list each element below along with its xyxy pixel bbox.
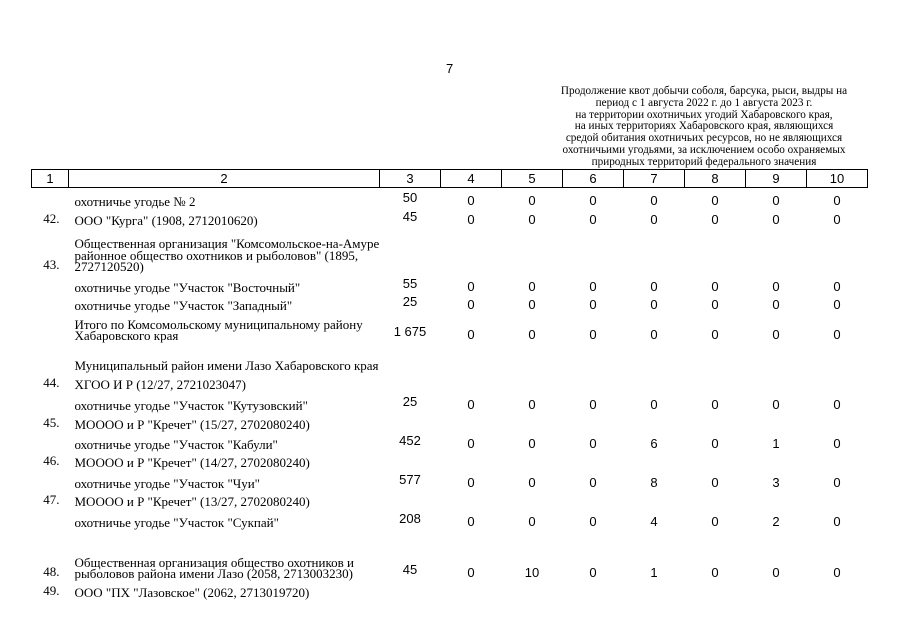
column-header: 2 xyxy=(69,170,380,188)
quota-value xyxy=(563,529,624,580)
quota-value xyxy=(502,469,563,490)
quota-value xyxy=(807,580,868,599)
quota-value xyxy=(624,451,685,469)
quota-value xyxy=(746,188,807,208)
quota-total-value: 45 xyxy=(402,208,418,224)
quota-value xyxy=(502,391,563,412)
quota-value-text: 0 xyxy=(467,296,475,312)
quota-value-text: 0 xyxy=(528,192,536,208)
quota-value xyxy=(563,188,624,208)
quota-total-value: 452 xyxy=(399,432,421,448)
quota-value xyxy=(685,391,746,412)
row-number: 44. xyxy=(43,374,60,390)
quota-value xyxy=(807,188,868,208)
quota-value xyxy=(624,342,685,372)
row-number: 49. xyxy=(43,582,60,598)
quota-value-text: 0 xyxy=(589,474,597,490)
quota-value xyxy=(624,412,685,431)
quota-total-value: 577 xyxy=(399,471,421,487)
quota-value xyxy=(685,529,746,580)
row-name: МОООО и Р "Кречет" (13/27, 2702080240) xyxy=(74,494,310,509)
quota-value xyxy=(502,508,563,529)
quota-value-text: 0 xyxy=(711,296,719,312)
row-number xyxy=(32,342,69,372)
quota-value-text: 0 xyxy=(528,435,536,451)
table-heading xyxy=(530,86,878,169)
quota-value-text: 0 xyxy=(711,435,719,451)
quota-value xyxy=(441,208,502,227)
quota-value xyxy=(441,372,502,391)
quota-value xyxy=(807,372,868,391)
quota-value-text: 0 xyxy=(589,278,597,294)
quota-total xyxy=(380,469,441,490)
quota-value-text: 0 xyxy=(589,435,597,451)
quota-value xyxy=(563,391,624,412)
quota-total xyxy=(380,312,441,342)
quota-value xyxy=(502,188,563,208)
quota-value xyxy=(441,412,502,431)
quota-value-text: 0 xyxy=(650,211,658,227)
column-header: 4 xyxy=(441,170,502,188)
row-number xyxy=(32,508,69,529)
quota-value xyxy=(441,294,502,312)
quota-total xyxy=(380,227,441,273)
quota-value xyxy=(563,208,624,227)
quota-value-text: 0 xyxy=(589,396,597,412)
table-row xyxy=(32,312,868,342)
row-number: 42. xyxy=(43,210,60,226)
quota-value xyxy=(807,412,868,431)
quota-value xyxy=(807,391,868,412)
row-name: ХГОО И Р (12/27, 2721023047) xyxy=(74,377,246,392)
quota-value xyxy=(746,490,807,508)
quota-value xyxy=(807,208,868,227)
quota-value xyxy=(624,391,685,412)
row-name: ООО "ПХ "Лазовское" (2062, 2713019720) xyxy=(74,585,310,600)
quota-value xyxy=(685,372,746,391)
quota-value xyxy=(441,451,502,469)
quota-value xyxy=(441,312,502,342)
quota-value xyxy=(624,580,685,599)
quota-value xyxy=(685,580,746,599)
quota-value xyxy=(685,508,746,529)
quota-value-text: 0 xyxy=(833,211,841,227)
quota-value xyxy=(685,431,746,451)
quota-value xyxy=(746,412,807,431)
row-number: 47. xyxy=(43,491,60,507)
quota-value-text: 0 xyxy=(833,192,841,208)
quota-value xyxy=(807,342,868,372)
quota-value xyxy=(746,431,807,451)
heading-line: на территории охотничьих угодий Хабаровского края, xyxy=(575,108,833,121)
quota-value-text: 0 xyxy=(589,211,597,227)
column-header: 6 xyxy=(563,170,624,188)
quota-value-text: 3 xyxy=(772,474,780,490)
quota-value-text: 4 xyxy=(650,513,658,529)
quota-total xyxy=(380,431,441,451)
quota-value xyxy=(563,431,624,451)
quota-value xyxy=(502,431,563,451)
column-header: 5 xyxy=(502,170,563,188)
page-number: 7 xyxy=(446,61,454,76)
quota-value-text: 0 xyxy=(833,474,841,490)
quota-value-text: 0 xyxy=(650,278,658,294)
quota-value-text: 0 xyxy=(528,296,536,312)
quota-value-text: 0 xyxy=(589,564,597,580)
column-header: 9 xyxy=(746,170,807,188)
quota-value-text: 0 xyxy=(528,513,536,529)
quota-value-text: 2 xyxy=(772,513,780,529)
heading-line: природных территорий федерального значения xyxy=(591,155,817,168)
row-name: охотничье угодье "Участок "Восточный" xyxy=(74,280,301,295)
column-header: 10 xyxy=(807,170,868,188)
quota-value-text: 0 xyxy=(589,192,597,208)
quota-value-text: 0 xyxy=(772,278,780,294)
row-name: МОООО и Р "Кречет" (14/27, 2702080240) xyxy=(74,455,310,470)
quota-value xyxy=(502,412,563,431)
quota-value xyxy=(746,273,807,294)
row-name: охотничье угодье "Участок "Кабули" xyxy=(74,437,278,452)
row-number: 46. xyxy=(43,452,60,468)
quota-value-text: 0 xyxy=(833,396,841,412)
quota-total-value: 208 xyxy=(399,510,421,526)
quota-value-text: 0 xyxy=(711,211,719,227)
quota-total xyxy=(380,372,441,391)
quota-value xyxy=(563,312,624,342)
quota-value xyxy=(441,391,502,412)
quota-value-text: 10 xyxy=(524,564,540,580)
quota-value xyxy=(685,469,746,490)
quota-total-value: 1 675 xyxy=(393,323,427,339)
row-name: Общественная организация "Комсомольское-на-Амуре районное общество охотников и рыболовов" (1895, 2727120520) xyxy=(74,236,380,274)
quota-value xyxy=(441,580,502,599)
quota-value-text: 0 xyxy=(467,211,475,227)
quota-total xyxy=(380,580,441,599)
quota-value xyxy=(563,342,624,372)
quota-value xyxy=(746,391,807,412)
quota-value-text: 1 xyxy=(650,564,658,580)
quota-value xyxy=(563,227,624,273)
quota-value xyxy=(685,490,746,508)
quota-value xyxy=(807,451,868,469)
quota-value xyxy=(685,412,746,431)
column-header: 8 xyxy=(685,170,746,188)
row-number: 48. xyxy=(43,563,60,579)
quota-value xyxy=(563,412,624,431)
quota-total xyxy=(380,451,441,469)
quota-value xyxy=(563,273,624,294)
quota-value xyxy=(685,188,746,208)
quota-value xyxy=(807,294,868,312)
heading-line: на иных территориях Хабаровского края, являющихся xyxy=(574,120,834,133)
quota-total-value: 25 xyxy=(402,293,418,309)
heading-line: Продолжение квот добычи соболя, барсука, рыси, выдры на xyxy=(560,85,848,97)
table-row xyxy=(32,431,868,451)
quota-value-text: 0 xyxy=(833,564,841,580)
row-number: 45. xyxy=(43,414,60,430)
quota-value-text: 0 xyxy=(589,296,597,312)
row-number xyxy=(32,188,69,208)
quota-value xyxy=(563,508,624,529)
row-number xyxy=(32,391,69,412)
table-row xyxy=(32,208,868,227)
quota-value-text: 0 xyxy=(772,396,780,412)
table-row xyxy=(32,469,868,490)
row-name: охотничье угодье № 2 xyxy=(74,194,196,209)
quota-value xyxy=(441,227,502,273)
row-name: охотничье угодье "Участок "Сукпай" xyxy=(74,515,279,530)
quota-value-text: 0 xyxy=(772,192,780,208)
row-number: 43. xyxy=(43,256,60,272)
row-name: Итого по Комсомольскому муниципальному району Хабаровского края xyxy=(74,316,363,343)
quota-value-text: 0 xyxy=(711,192,719,208)
quota-value xyxy=(502,372,563,391)
table-row xyxy=(32,342,868,372)
table-row xyxy=(32,490,868,508)
quota-value xyxy=(441,529,502,580)
quota-value-text: 0 xyxy=(650,296,658,312)
table-row xyxy=(32,580,868,599)
quota-value xyxy=(685,227,746,273)
quota-value xyxy=(746,294,807,312)
quota-value xyxy=(441,431,502,451)
quota-total xyxy=(380,273,441,294)
quota-value-text: 0 xyxy=(528,278,536,294)
quota-value-text: 0 xyxy=(711,396,719,412)
quota-value xyxy=(685,451,746,469)
quota-total xyxy=(380,508,441,529)
table-row xyxy=(32,372,868,391)
quota-value-text: 1 xyxy=(772,435,780,451)
quota-value xyxy=(441,342,502,372)
column-header: 3 xyxy=(380,170,441,188)
quota-value-text: 0 xyxy=(833,513,841,529)
quota-value-text: 0 xyxy=(772,564,780,580)
quota-total xyxy=(380,294,441,312)
table-row xyxy=(32,412,868,431)
quota-total-value: 50 xyxy=(402,189,418,205)
column-header: 7 xyxy=(624,170,685,188)
quota-value-text: 0 xyxy=(467,326,475,342)
quota-value-text: 0 xyxy=(467,396,475,412)
row-name: ООО "Курга" (1908, 2712010620) xyxy=(74,213,258,228)
quota-value xyxy=(502,208,563,227)
quota-value xyxy=(807,312,868,342)
table-row xyxy=(32,391,868,412)
row-name: охотничье угодье "Участок "Западный" xyxy=(74,298,293,313)
quota-value-text: 0 xyxy=(467,474,475,490)
row-number xyxy=(32,469,69,490)
quota-value-text: 0 xyxy=(528,474,536,490)
column-header-row xyxy=(32,170,868,188)
quota-value xyxy=(807,490,868,508)
quota-value xyxy=(807,431,868,451)
quota-value xyxy=(746,469,807,490)
quota-value xyxy=(502,273,563,294)
quota-value-text: 0 xyxy=(467,192,475,208)
quota-value-text: 0 xyxy=(467,435,475,451)
quota-value-text: 0 xyxy=(650,396,658,412)
table-row xyxy=(32,508,868,529)
quota-value xyxy=(624,227,685,273)
quota-value-text: 0 xyxy=(772,296,780,312)
row-name: Муниципальный район имени Лазо Хабаровского края xyxy=(74,358,379,373)
heading-line: средой обитания охотничьих ресурсов, но не являющихся xyxy=(565,132,843,145)
row-number xyxy=(32,431,69,451)
quota-value xyxy=(624,273,685,294)
quota-total xyxy=(380,529,441,580)
quota-value-text: 0 xyxy=(833,278,841,294)
quota-value-text: 0 xyxy=(711,326,719,342)
quota-total xyxy=(380,412,441,431)
table-row xyxy=(32,451,868,469)
quota-value xyxy=(502,580,563,599)
quota-value xyxy=(746,227,807,273)
quota-value xyxy=(624,490,685,508)
quota-value xyxy=(685,294,746,312)
quota-value xyxy=(624,431,685,451)
quota-value xyxy=(441,188,502,208)
quota-value xyxy=(746,451,807,469)
quota-value xyxy=(685,273,746,294)
row-name: МООOO и Р "Кречет" (15/27, 2702080240) xyxy=(74,417,310,432)
quota-value xyxy=(502,529,563,580)
quota-value xyxy=(624,312,685,342)
quota-value xyxy=(502,294,563,312)
quota-value-text: 0 xyxy=(650,326,658,342)
quota-total-value: 45 xyxy=(402,561,418,577)
quota-value xyxy=(441,490,502,508)
table-row xyxy=(32,294,868,312)
quota-value xyxy=(685,208,746,227)
quota-value xyxy=(746,508,807,529)
quota-value xyxy=(441,508,502,529)
quota-value xyxy=(563,490,624,508)
quota-value xyxy=(441,273,502,294)
heading-line: период с 1 августа 2022 г. до 1 августа 2023 г. xyxy=(595,96,813,109)
quota-value xyxy=(746,342,807,372)
quota-value xyxy=(441,469,502,490)
quota-value xyxy=(624,208,685,227)
table-row xyxy=(32,227,868,273)
column-header: 1 xyxy=(32,170,69,188)
quota-value xyxy=(746,580,807,599)
quota-value-text: 0 xyxy=(467,278,475,294)
quota-value xyxy=(624,372,685,391)
table-row xyxy=(32,529,868,580)
quota-value xyxy=(624,529,685,580)
quota-value xyxy=(685,312,746,342)
quota-value xyxy=(807,227,868,273)
quota-value-text: 0 xyxy=(833,326,841,342)
quota-value xyxy=(807,273,868,294)
heading-line: охотничьими угодьями, за исключением особо охраняемых xyxy=(562,143,846,156)
quota-value-text: 0 xyxy=(589,326,597,342)
quota-value xyxy=(746,529,807,580)
quota-value xyxy=(807,529,868,580)
quota-table xyxy=(31,169,868,599)
quota-value-text: 0 xyxy=(772,326,780,342)
quota-value xyxy=(563,372,624,391)
quota-value-text: 0 xyxy=(711,513,719,529)
quota-value-text: 0 xyxy=(711,564,719,580)
quota-value xyxy=(563,294,624,312)
quota-value-text: 0 xyxy=(528,211,536,227)
quota-value xyxy=(624,469,685,490)
quota-value-text: 0 xyxy=(589,513,597,529)
row-name: Общественная организация общество охотников и рыболовов района имени Лазо (2058, 2713003230) xyxy=(74,554,354,581)
quota-value xyxy=(685,342,746,372)
quota-value xyxy=(502,490,563,508)
quota-total xyxy=(380,490,441,508)
quota-value-text: 0 xyxy=(772,211,780,227)
quota-total xyxy=(380,208,441,227)
quota-value-text: 0 xyxy=(528,396,536,412)
quota-value-text: 0 xyxy=(467,564,475,580)
quota-value xyxy=(563,580,624,599)
table-row xyxy=(32,273,868,294)
quota-value-text: 8 xyxy=(650,474,658,490)
row-number xyxy=(32,294,69,312)
quota-total xyxy=(380,342,441,372)
quota-value-text: 6 xyxy=(650,435,658,451)
row-name: охотничье угодье "Участок "Кутузовский" xyxy=(74,398,308,413)
quota-value xyxy=(624,188,685,208)
row-number xyxy=(32,312,69,342)
quota-value xyxy=(807,469,868,490)
quota-total-value: 55 xyxy=(402,275,418,291)
quota-value-text: 0 xyxy=(711,278,719,294)
quota-value xyxy=(624,508,685,529)
quota-value-text: 0 xyxy=(528,326,536,342)
quota-total xyxy=(380,188,441,208)
quota-value xyxy=(502,451,563,469)
quota-value xyxy=(624,294,685,312)
quota-value xyxy=(502,227,563,273)
row-number xyxy=(32,273,69,294)
quota-value xyxy=(746,372,807,391)
quota-value xyxy=(502,312,563,342)
quota-value xyxy=(746,208,807,227)
table-row xyxy=(32,188,868,208)
quota-value-text: 0 xyxy=(650,192,658,208)
quota-total xyxy=(380,391,441,412)
quota-value-text: 0 xyxy=(833,435,841,451)
row-name: охотничье угодье "Участок "Чуи" xyxy=(74,476,260,491)
quota-value xyxy=(563,451,624,469)
quota-value xyxy=(563,469,624,490)
quota-value-text: 0 xyxy=(711,474,719,490)
quota-value xyxy=(502,342,563,372)
quota-total-value: 25 xyxy=(402,393,418,409)
quota-value xyxy=(746,312,807,342)
quota-value-text: 0 xyxy=(833,296,841,312)
quota-value xyxy=(807,508,868,529)
quota-value-text: 0 xyxy=(467,513,475,529)
